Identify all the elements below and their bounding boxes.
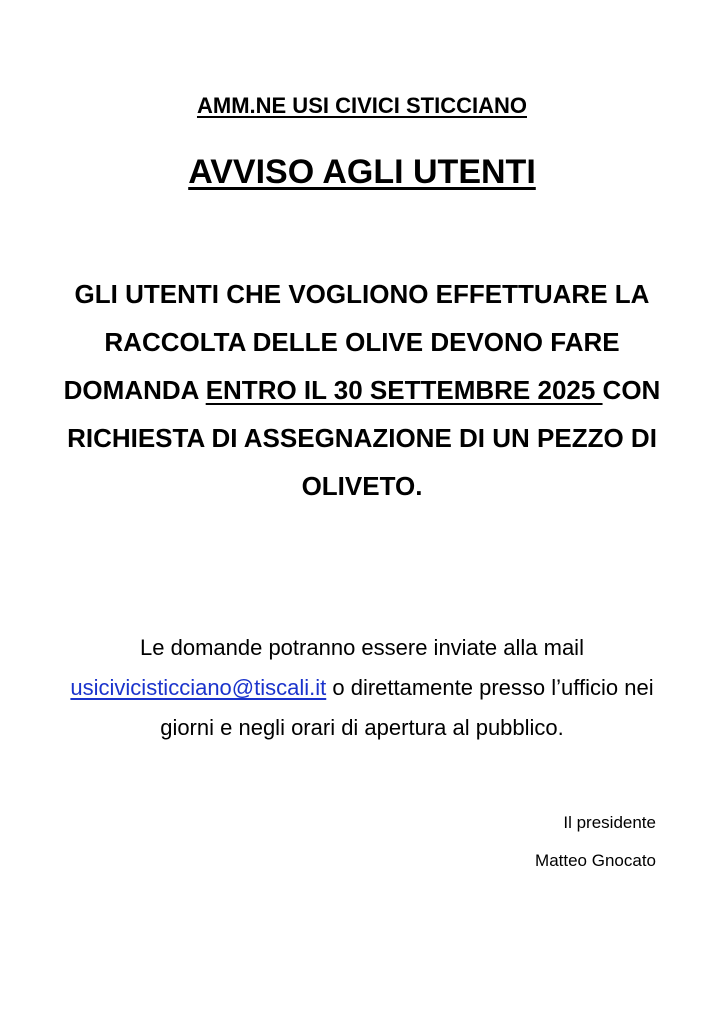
notice-text-before: GLI UTENTI CHE VOGLIONO EFFETTUARE LA RACCOLTA DELLE OLIVE DEVONO FARE DOMANDA	[63, 279, 650, 405]
notice-text-after: CON RICHIESTA DI ASSEGNAZIONE DI UN PEZZO DI OLIVETO.	[67, 375, 661, 501]
info-text-after: o direttamente presso l’ufficio nei giorni e negli orari di apertura al pubblico.	[160, 675, 654, 740]
organization-heading: AMM.NE USI CIVICI STICCIANO	[196, 93, 527, 118]
notice-deadline: ENTRO IL 30 SETTEMBRE 2025	[205, 375, 603, 405]
info-text-before: Le domande potranno essere inviate alla mail	[140, 635, 584, 660]
notice-body	[60, 270, 664, 510]
signature-role: Il presidente	[563, 813, 656, 832]
email-link[interactable]: usicivicisticciano@tiscali.it	[70, 675, 327, 700]
notice-title: AVVISO AGLI UTENTI	[188, 153, 536, 191]
signature-name: Matteo Gnocato	[535, 851, 656, 870]
submission-info	[60, 628, 664, 748]
